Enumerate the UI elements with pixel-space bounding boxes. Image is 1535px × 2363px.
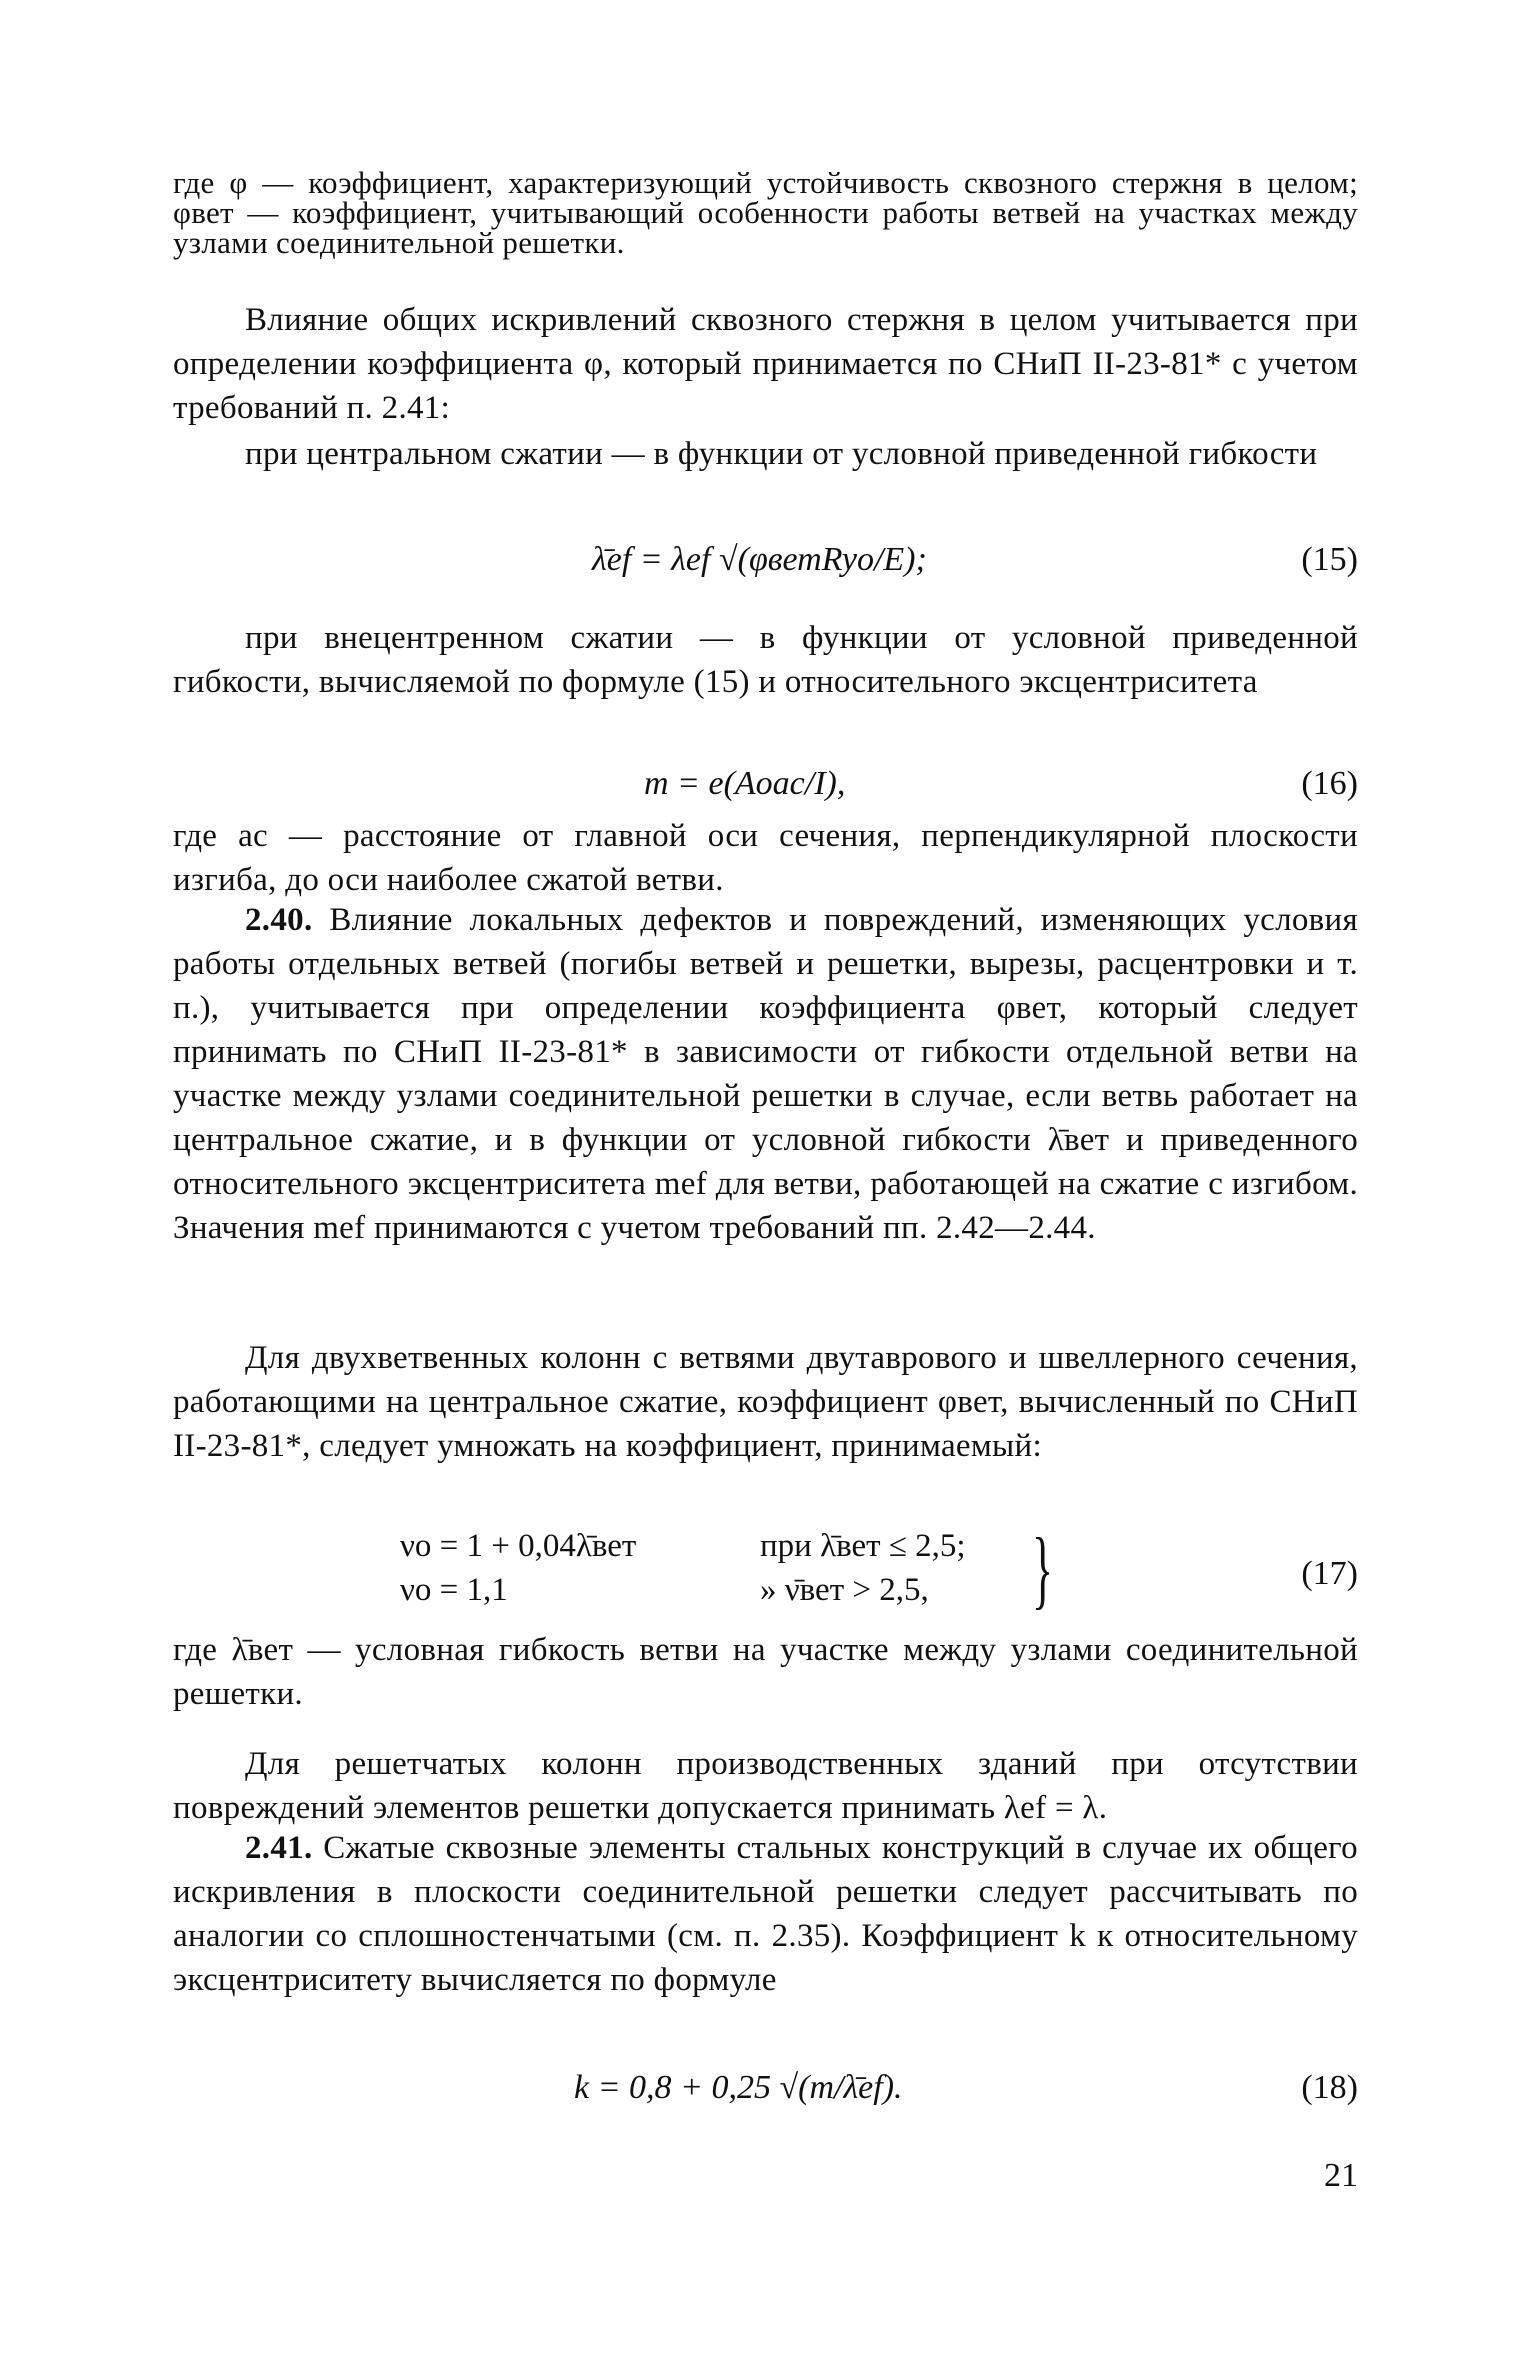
equation-15-body: λ̄ef = λef √(φветRyo/E); (592, 541, 927, 578)
paragraph-eccentric-compression: при внецентренном сжатии — в функции от условной приведенной гибкости, вычисляемой по формуле (15) и относительного эксцентриситета (173, 620, 1358, 700)
section-number: 2.41. (245, 1830, 313, 1866)
paragraph-intro: где φ — коэффициент, характеризующий устойчивость сквозного стержня в целом; φвет — коэффициент, учитывающий особенности работы ветвей на участках между узлами соединительной решетки. (173, 165, 1358, 260)
equation-15-number: (15) (1301, 541, 1358, 578)
paragraph-where-lambda: где λ̄вет — условная гибкость ветви на участке между узлами соединительной решетки. (173, 1632, 1358, 1712)
section-2-41 (173, 1826, 1358, 2002)
page-number: 21 (1324, 2157, 1358, 2194)
equation-17-condition-1: при λ̄вет ≤ 2,5; (760, 1528, 966, 1564)
equation-17-line-1: νo = 1 + 0,04λ̄вет (400, 1528, 637, 1564)
equation-15 (0, 536, 1535, 584)
equation-16-body: m = e(Aoac/I), (644, 765, 846, 802)
section-number: 2.40. (245, 902, 313, 938)
section-2-40 (173, 898, 1358, 1250)
paragraph-lattice-columns: Для решетчатых колонн производственных зданий при отсутствии повреждений элементов решетки допускается принимать λef = λ. (173, 1746, 1358, 1826)
equation-17-line-2: νo = 1,1 (400, 1572, 508, 1608)
paragraph-where-ac: где ac — расстояние от главной оси сечения, перпендикулярной плоскости изгиба, до оси наиболее сжатой ветви. (173, 818, 1358, 898)
equation-16 (0, 760, 1535, 808)
equation-18-body: k = 0,8 + 0,25 √(m/λ̄ef). (574, 2069, 903, 2106)
equation-16-number: (16) (1301, 765, 1358, 802)
equation-18-number: (18) (1301, 2069, 1358, 2106)
equation-18 (0, 2064, 1535, 2112)
section-text: Сжатые сквозные элементы стальных конструкций в случае их общего искривления в плоскости соединительной решетки следует рассчитывать по аналогии со сплошностенчатыми (см. п. 2.35). Коэффициент k к относительному эксцентриситету вычисляется по формуле (173, 1830, 1358, 1998)
paragraph-two-branch-columns: Для двухветвенных колонн с ветвями двутаврового и швеллерного сечения, работающими на центральное сжатие, коэффициент φвет, вычисленный по СНиП II-23-81*, следует умножать на коэффициент, принимаемый: (173, 1340, 1358, 1464)
equation-17-number-row (0, 1550, 1535, 1598)
paragraph-central-compression: при центральном сжатии — в функции от условной приведенной гибкости (245, 436, 1318, 472)
right-brace: } (1032, 1521, 1054, 1618)
equation-17-condition-2: » ν̄вет > 2,5, (760, 1572, 929, 1608)
paragraph-influence: Влияние общих искривлений сквозного стержня в целом учитывается при определении коэффициента φ, который принимается по СНиП II-23-81* с учетом требований п. 2.41: (173, 302, 1358, 426)
section-text: Влияние локальных дефектов и повреждений, изменяющих условия работы отдельных ветвей (погибы ветвей и решетки, вырезы, расцентровки и т. п.), учитывается при определении коэффициента φвет, который следует принимать по СНиП II-23-81* в зависимости от гибкости отдельной ветви на участке между узлами соединительной решетки в случае, если ветвь работает на центральное сжатие, и в функции от условной гибкости λ̄вет и приведенного относительного эксцентриситета mef для ветви, работающей на сжатие с изгибом. Значения mef принимаются с учетом требований пп. 2.42—2.44. (173, 902, 1358, 1246)
equation-17-number: (17) (1301, 1555, 1358, 1592)
